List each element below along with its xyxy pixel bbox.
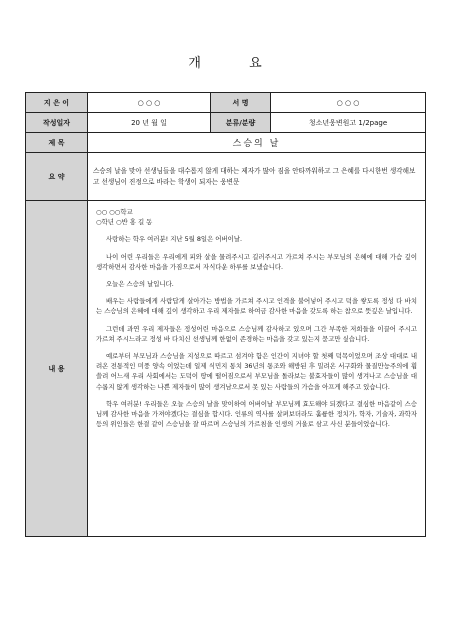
author-value: ○ ○ ○ [88,93,211,113]
category-label: 분류/분량 [211,113,271,133]
subject-label: 제 목 [26,133,88,153]
editor-value: ○ ○ ○ [271,93,426,113]
summary-form-table [25,92,426,537]
date-label: 작성일자 [26,113,88,133]
content-paragraph: 나이 어린 우리들은 우리에게 피와 살을 물려주시고 길러주시고 가르쳐 주시는 부모님의 은혜에 대해 가슴 깊이 생각하면서 감사한 마음을 가짐으로서 자식다운 하루를 보냈습니다. [96,252,417,271]
content-label: 내 용 [26,201,88,537]
summary-row [26,153,426,201]
summary-value: 스승의 날을 맞아 선생님들을 대수롭지 않게 대하는 제자가 많아 짐을 안타까워하고 그 은혜를 다시한번 생각해보고 선생님이 진정으로 바라는 학생이 되자는 웅변문 [88,153,426,201]
date-value: 20 년 월 일 [88,113,211,133]
content-paragraph: 그런데 과연 우리 제자들은 정성어린 마음으로 스승님께 감사하고 있으며 그간 부족한 저희들을 이끌어 주시고 가르쳐 주시느라고 정성 바 다치신 선생님께 한없이 존경하는 마음을 갖고 있는지 묻고만 싶습니다. [96,324,417,343]
author-row [26,93,426,113]
category-value: 청소년웅변원고 1/2page [271,113,426,133]
content-school: ○○ ○○학교 [96,208,133,216]
content-student: ○학년 ○반 홍 길 동 [96,218,153,227]
subject-value: 스승의 날 [88,133,426,153]
content-paragraph: 사랑하는 학우 여러분! 지난 5월 8일은 어버이날. [106,235,243,244]
content-paragraph: 예로부터 부모님과 스승님을 지성으로 따르고 섬겨야 함은 인간이 지녀야 할 첫째 덕목이었으며 조상 대대로 내려온 전통적인 미풍 양속 이었는데 일제 식민지 통치 36년의 통조와 해방된 후 밀려온 서구화와 물질만능주의에 휩쓸려 어느새 우리 사회에서는 도덕이 땅에 떨어짐으로서 부모님을 돌라보는 불효자들이 많이 생겨나고 스승님을 대수롭지 않게 생각하는 나쁜 제자들이 많이 생겨남으로서 못 있는 사람들의 가슴을 아프게 해주고 있습니다. [96,352,417,391]
page-title: 개 요 [188,56,284,71]
summary-label: 요 약 [26,153,88,201]
content-body [88,201,426,537]
editor-label: 서 명 [211,93,271,113]
author-label: 지 은 이 [26,93,88,113]
date-row [26,113,426,133]
content-row [26,201,426,537]
subject-row [26,133,426,153]
content-paragraph: 오늘은 스승의 날입니다. [106,280,174,289]
content-paragraph: 학우 여러분! 우리들은 오늘 스승의 날을 맞이하여 어버이날 부모님께 효도해야 되겠다고 결심한 마음같이 스승님께 감사한 마음을 가져야겠다는 결심을 합시다. 인류의 역사를 살펴보더라도 훌륭한 정치가, 학자, 기술자, 과학자 등의 위인들은 한결 같이 스승님을 잘 따르며 스승님의 가르침을 인생의 거울로 삼고 사신 분들이었습니다. [96,399,417,429]
content-paragraph: 배우는 사람들에게 사람답게 살아가는 방법을 가르쳐 주시고 인격을 불어넣어 주시고 덕을 쌓도록 정성 다 바치는 스승님의 은혜에 대해 깊이 생각하고 우리 제자들로 하여금 감사한 마음을 갖도록 하는 참으로 뜻깊은 날입니다. [96,297,417,316]
